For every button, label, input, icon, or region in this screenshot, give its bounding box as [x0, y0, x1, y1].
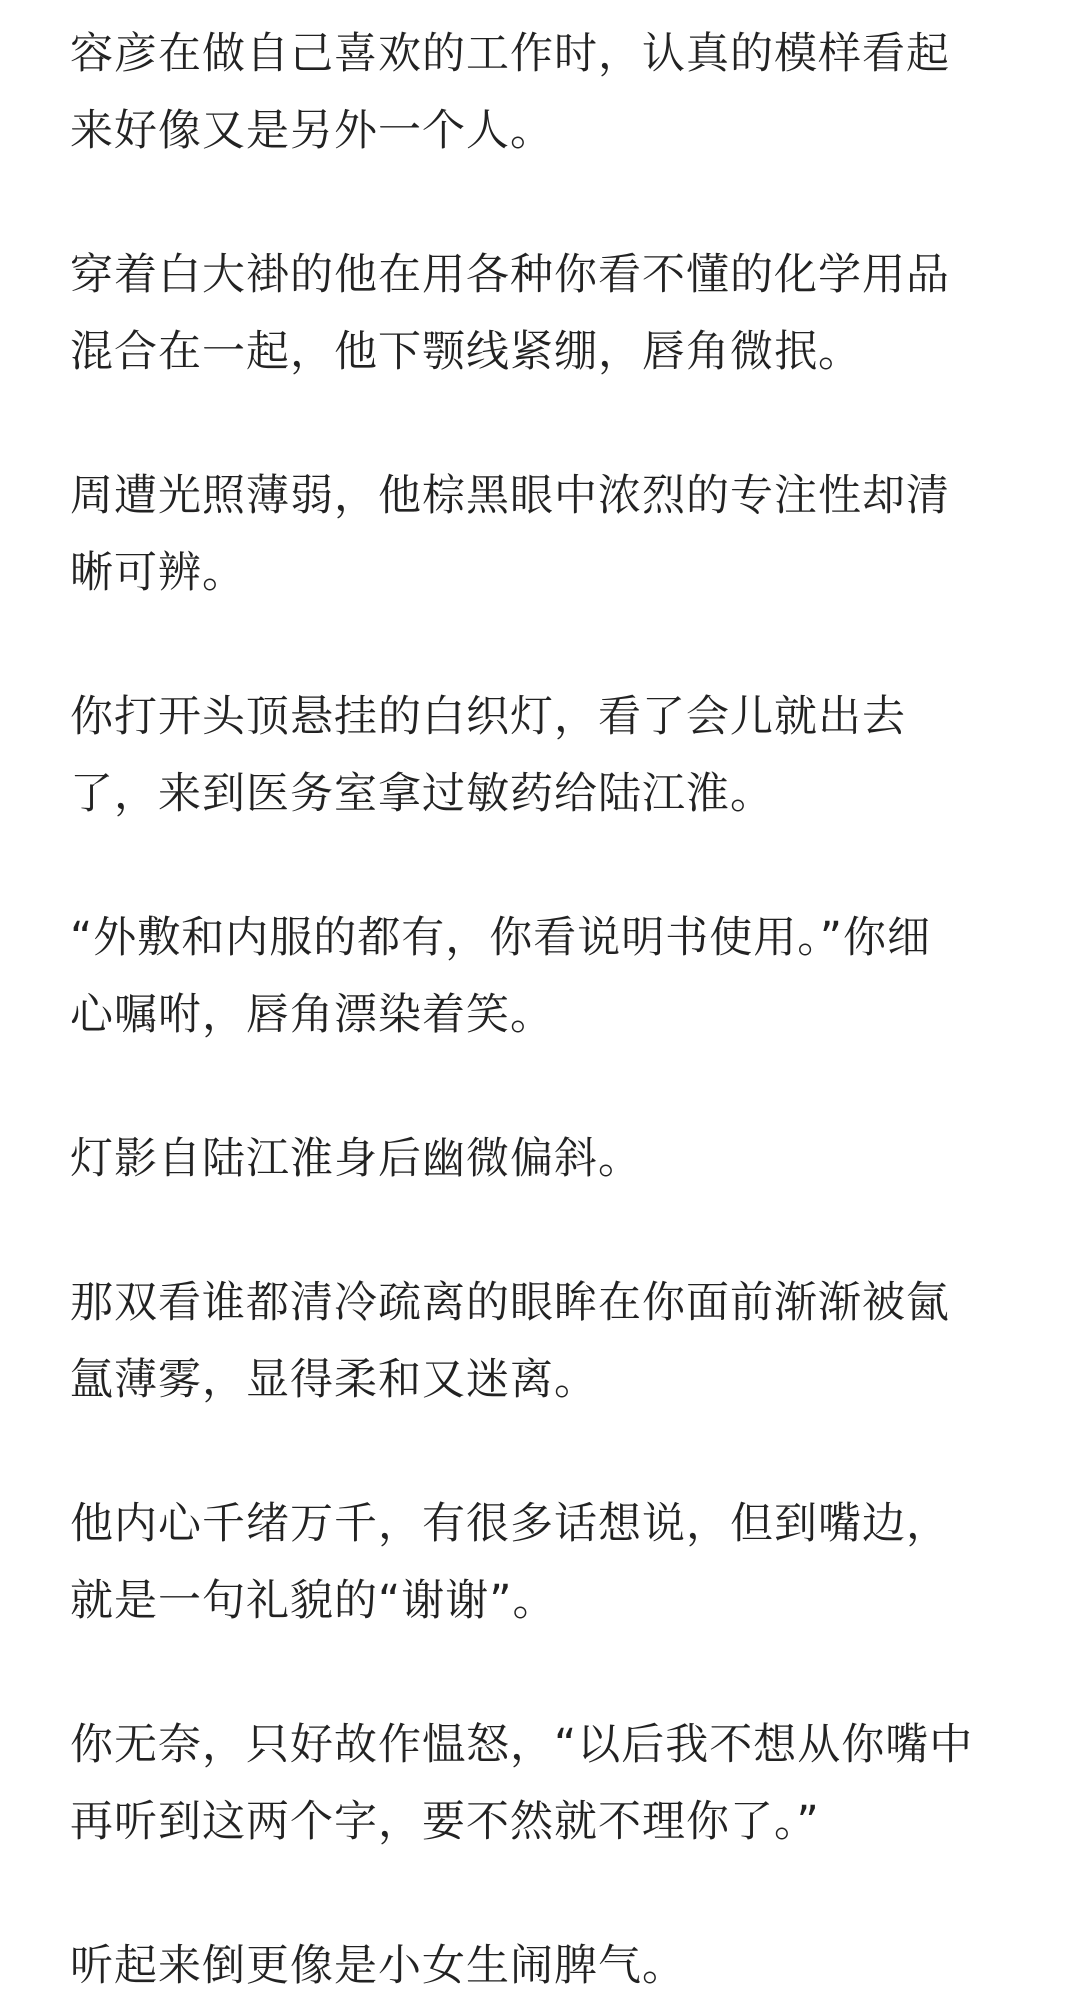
paragraph: 穿着白大褂的他在用各种你看不懂的化学用品 混合在一起，他下颚线紧绷，唇角微抿。 — [70, 250, 950, 377]
paragraph: 那双看谁都清冷疏离的眼眸在你面前渐渐被氤 氲薄雾，显得柔和又迷离。 — [70, 1278, 950, 1405]
paragraph: “外敷和内服的都有，你看说明书使用。”你细 心嘱咐，唇角漂染着笑。 — [70, 913, 932, 1040]
paragraph: 容彦在做自己喜欢的工作时，认真的模样看起 来好像又是另外一个人。 — [70, 29, 950, 156]
paragraph: 灯影自陆江淮身后幽微偏斜。 — [70, 1134, 642, 1184]
paragraph: 听起来倒更像是小女生闹脾气。 — [70, 1941, 686, 1991]
paragraph: 他内心千绪万千，有很多话想说，但到嘴边， 就是一句礼貌的“谢谢”。 — [70, 1499, 950, 1626]
paragraph: 你无奈，只好故作愠怒，“以后我不想从你嘴中 再听到这两个字，要不然就不理你了。” — [70, 1720, 974, 1847]
paragraph: 你打开头顶悬挂的白织灯，看了会儿就出去 了，来到医务室拿过敏药给陆江淮。 — [70, 692, 906, 819]
paragraph: 周遭光照薄弱，他棕黑眼中浓烈的专注性却清 晰可辨。 — [70, 471, 950, 598]
